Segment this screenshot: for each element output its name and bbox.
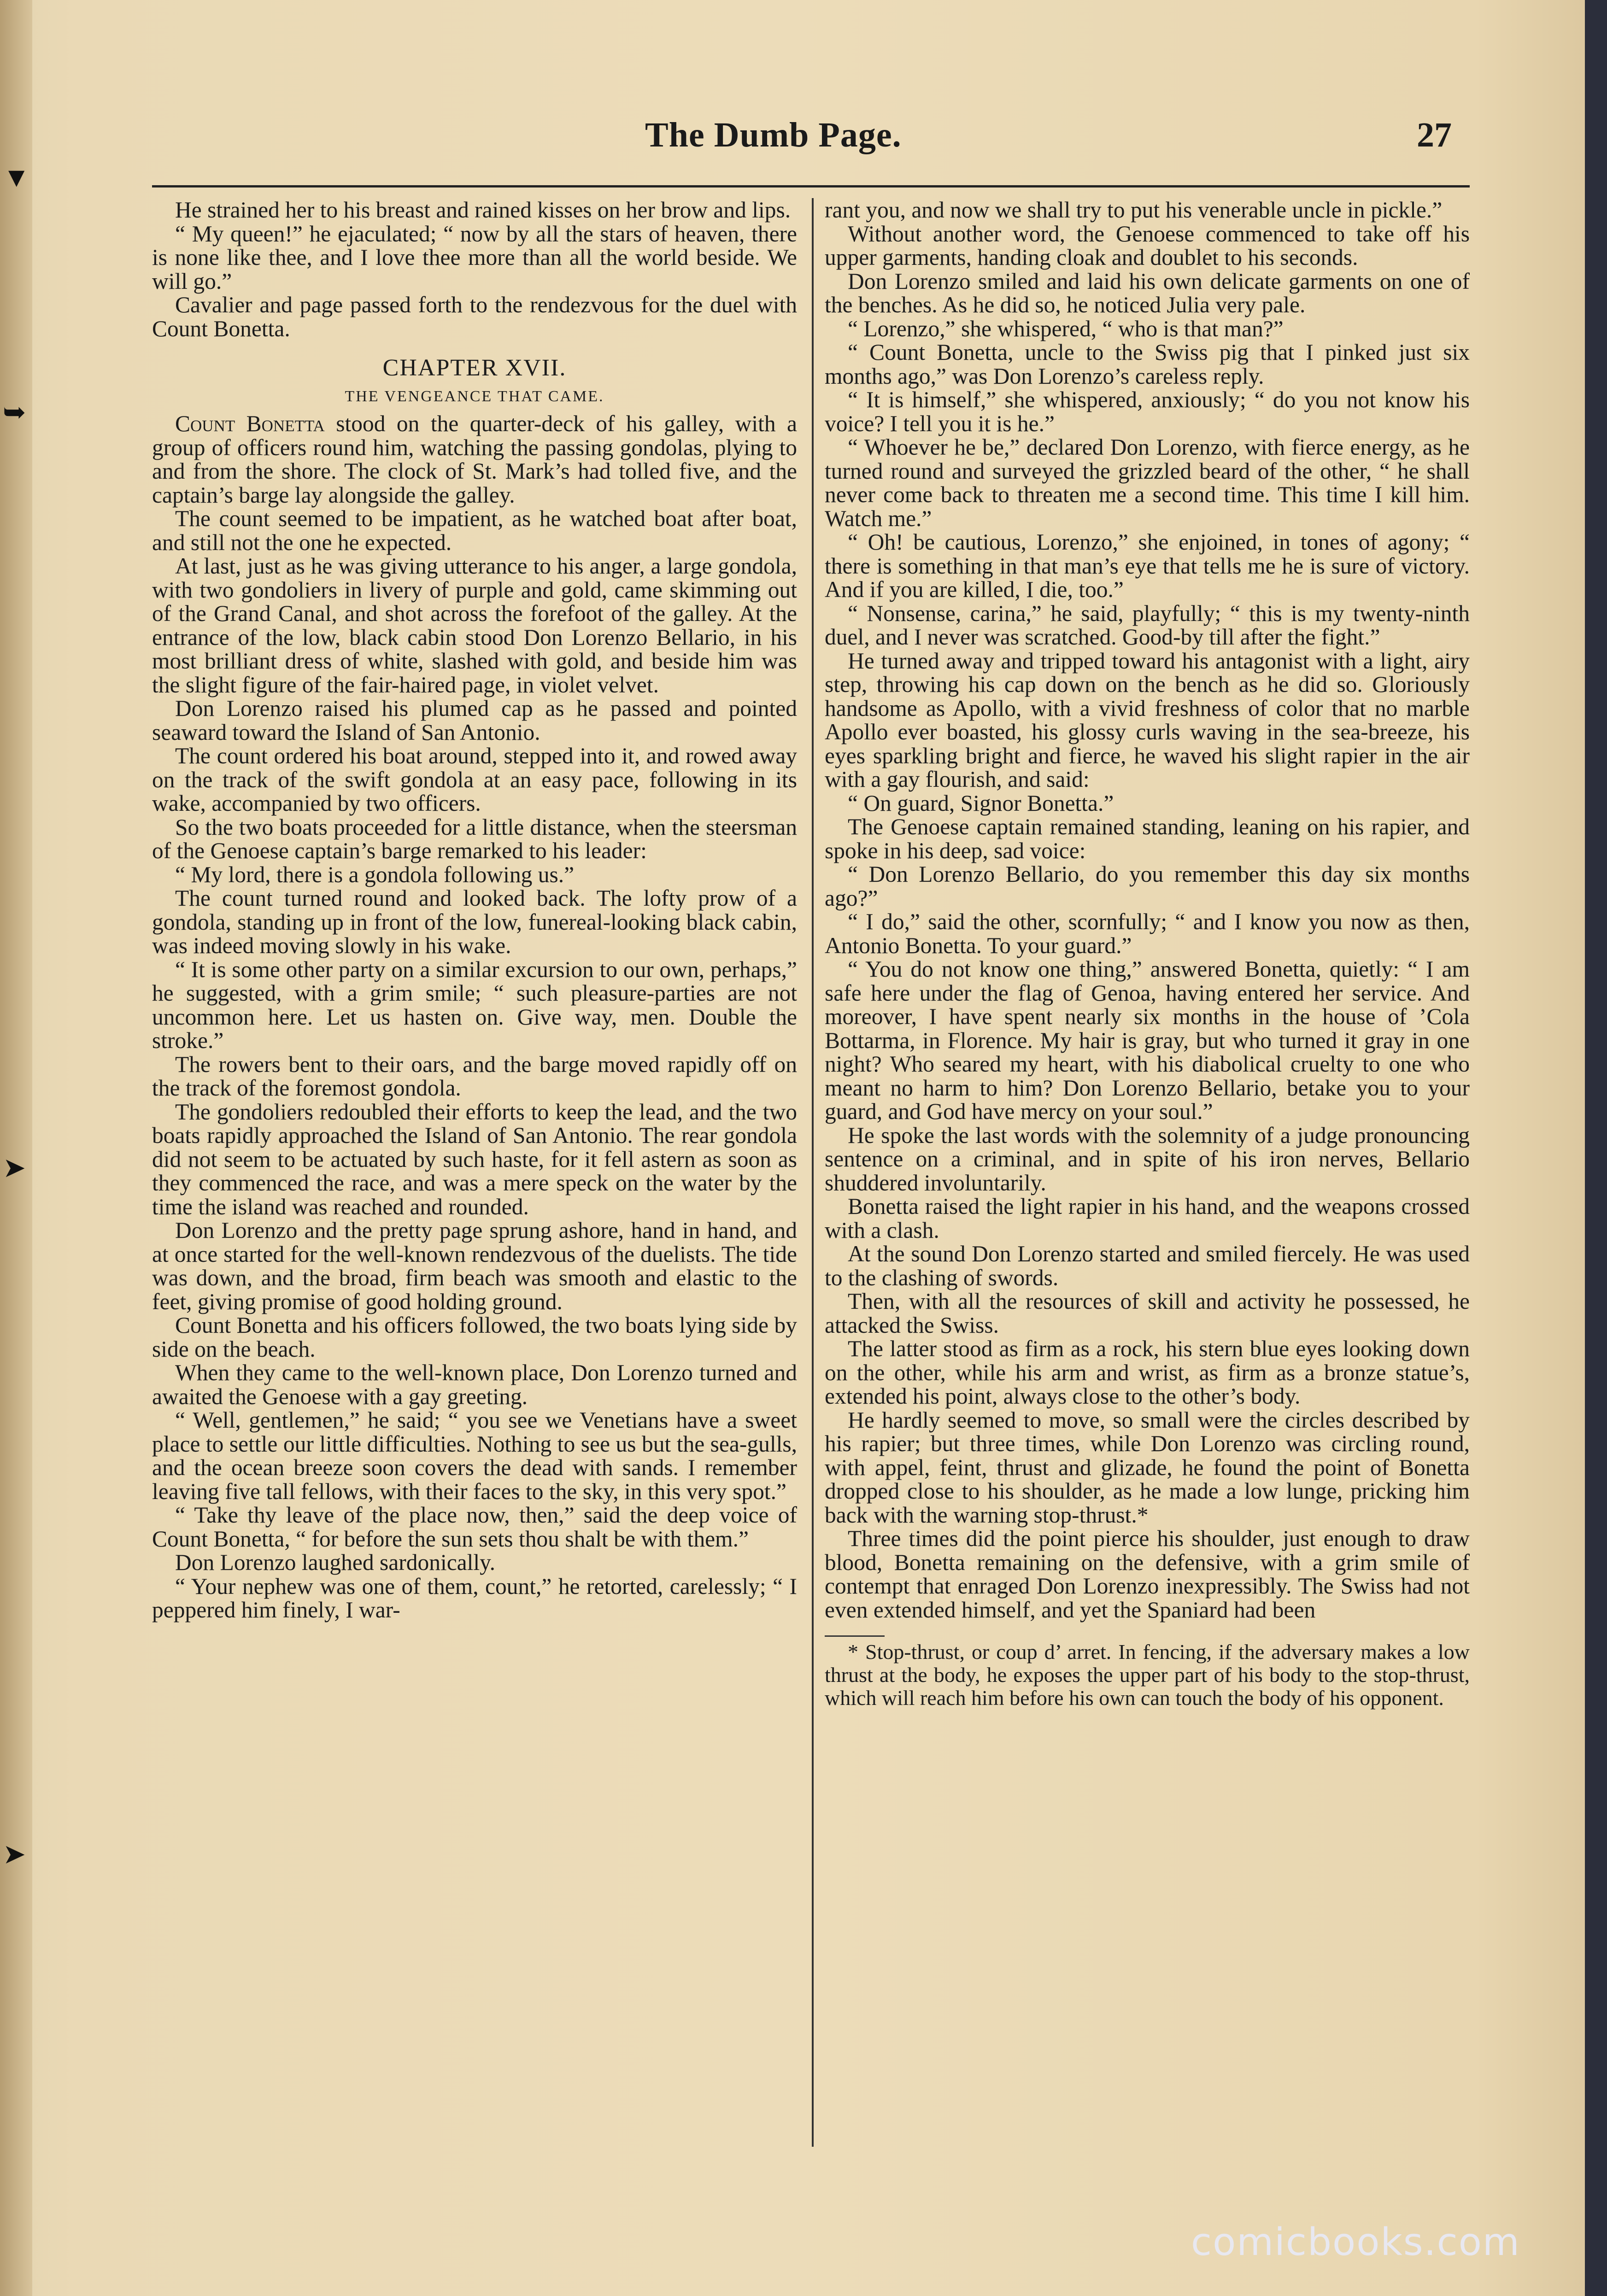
paragraph: Bonetta raised the light rapier in his hand, and the weapons crossed with a clash. [825,1194,1470,1243]
paragraph: “ Count Bonetta, uncle to the Swiss pig that I pinked just six months ago,” was Don Lorenzo’s careless reply. [825,340,1470,389]
paragraph: “ Take thy leave of the place now, then,” said the deep voice of Count Bonetta, “ for before the sun sets thou shalt be with them.” [152,1502,797,1552]
paragraph: “ It is some other party on a similar excursion to our own, perhaps,” he suggested, with a grim smile; “ such pleasure-parties are not uncommon here. Let us hasten on. Give way, men. Double the stroke.” [152,956,797,1053]
paragraph-text: stood on the quarter-deck of his galley, with a group of officers round him, watching the passing gondolas, plying to and from the shore. The clock of St. Mark’s had tolled five, and the captain’s barge lay alongside the galley. [152,411,797,508]
footnote-rule [825,1635,885,1637]
paragraph: The count turned round and looked back. The lofty prow of a gondola, standing up in front of the low, funereal-looking black cabin, was indeed moving slowly in his wake. [152,885,797,958]
binding-staple-icon: ▼ [3,162,30,193]
watermark: comicbooks.com [1191,2220,1520,2264]
binding-staple-icon: ➥ [3,397,26,428]
paragraph: “ Lorenzo,” she whispered, “ who is that man?” [848,316,1284,341]
paragraph: The Genoese captain remained standing, leaning on his rapier, and spoke in his deep, sad voice: [825,814,1470,863]
paragraph: He strained her to his breast and rained kisses on her brow and lips. [175,197,791,223]
binding-staple-icon: ➤ [3,1153,26,1183]
paragraph: “ Whoever he be,” declared Don Lorenzo, with fierce energy, as he turned round and surveyed the grizzled beard of the other, “ he shall never come back to threaten me a second time. This time I kill him. Watch me.” [825,434,1470,531]
paragraph: Count Bonetta and his officers followed, the two boats lying side by side on the beach. [152,1312,797,1362]
paragraph: Cavalier and page passed forth to the rendezvous for the duel with Count Bonetta. [152,292,797,341]
chapter-subtitle: THE VENGEANCE THAT CAME. [345,387,604,405]
paragraph: “ Well, gentlemen,” he said; “ you see we Venetians have a sweet place to settle our little difficulties. Nothing to see us but the sea-gulls, and the ocean breeze soon covers the dead with sands. I remember leaving five tall fellows, with their faces to the sky, in this very spot.” [152,1407,797,1504]
paragraph: He hardly seemed to move, so small were the circles described by his rapier; but three times, while Don Lorenzo was circling round, with appel, feint, thrust and glizade, he found the point of Bonetta dropped close to his shoulder, as he made a low lunge, pricking him back with the warning stop-thrust.* [825,1407,1470,1528]
paragraph: So the two boats proceeded for a little distance, when the steersman of the Genoese captain’s barge remarked to his leader: [152,814,797,863]
chapter-heading: CHAPTER XVII. [382,355,567,381]
paragraph: Don Lorenzo and the pretty page sprung ashore, hand in hand, and at once started for the well-known rendezvous of the duelists. The tide was down, and the broad, firm beach was smooth and elastic to the feet, giving promise of good holding ground. [152,1218,797,1314]
paragraph: Then, with all the resources of skill and activity he possessed, he attacked the Swiss. [825,1289,1470,1338]
paragraph: Don Lorenzo smiled and laid his own delicate garments on one of the benches. As he did so, he noticed Julia very pale. [825,268,1470,317]
page-binding [0,0,32,2296]
paragraph: He spoke the last words with the solemnity of a judge pronouncing sentence on a criminal, and in spite of his iron nerves, Bellario shuddered involuntarily. [825,1122,1470,1195]
paragraph: The latter stood as firm as a rock, his stern blue eyes looking down on the other, while his arm and wrist, as firm as a bronze statue’s, extended his point, always close to the other’s body. [825,1336,1470,1409]
paragraph: “ My queen!” he ejaculated; “ now by all the stars of heaven, there is none like thee, and I love thee more than all the world beside. We will go.” [152,221,797,294]
paragraph: The gondoliers redoubled their efforts to keep the lead, and the two boats rapidly approached the Island of San Antonio. The rear gondola did not seem to be actuated by such haste, for it fell astern as soon as they commenced the race, and was a mere speck on the water by the time the island was reached and rounded. [152,1099,797,1219]
footnote: * Stop-thrust, or coup d’ arret. In fencing, if the adversary makes a low thrust at the body, he exposes the upper part of his body to the stop-thrust, which will reach him before his own can touch the body of his opponent. [825,1640,1470,1710]
paragraph: Three times did the point pierce his shoulder, just enough to draw blood, Bonetta remaining on the defensive, with a grim smile of contempt that enraged Don Lorenzo inexpressibly. The Swiss had not even extended himself, and yet the Spaniard had been [825,1526,1470,1622]
paragraph: The count ordered his boat around, stepped into it, and rowed away on the track of the swift gondola at an easy pace, following in its wake, accompanied by two officers. [152,743,797,816]
lead-in: Count Bonetta [175,411,325,436]
header-rule [152,185,1470,187]
paragraph: “ Your nephew was one of them, count,” he retorted, carelessly; “ I peppered him finely, I war- [152,1573,797,1622]
paragraph: Don Lorenzo raised his plumed cap as he passed and pointed seaward toward the Island of San Antonio. [152,696,797,745]
paragraph: “ It is himself,” she whispered, anxiously; “ do you not know his voice? I tell you it is he.” [825,387,1470,436]
paragraph: When they came to the well-known place, Don Lorenzo turned and awaited the Genoese with a gay greeting. [152,1360,797,1409]
paragraph: Without another word, the Genoese commenced to take off his upper garments, handing cloak and doublet to his seconds. [825,221,1470,270]
paragraph: “ Nonsense, carina,” he said, playfully; “ this is my twenty-ninth duel, and I never was scratched. Good-by till after the fight.” [825,600,1470,650]
paragraph: Don Lorenzo laughed sardonically. [175,1550,496,1575]
paragraph: The count seemed to be impatient, as he watched boat after boat, and still not the one he expected. [152,506,797,555]
right-column [825,198,1470,1710]
paragraph [152,412,797,507]
paragraph: “ You do not know one thing,” answered Bonetta, quietly: “ I am safe here under the flag of Genoa, having entered her service. And moreover, I have spent nearly six months in the house of ’Cola Bottarma, in Florence. My hair is gray, but who turned it gray in one night? Who seared my heart, with his diabolical cruelty to one who meant no harm to him? Don Lorenzo Bellario, betake you to your guard, and God have mercy on your soul.” [825,956,1470,1124]
running-head-title: The Dumb Page. [645,116,902,154]
paragraph: He turned away and tripped toward his antagonist with a light, airy step, throwing his cap down on the bench as he did so. Gloriously handsome as Apollo, with a vivid freshness of color that no marble Apollo ever boasted, his glossy curls waving in the sea-breeze, his eyes sparkling bright and fierce, he waved his slight rapier in the air with a gay flourish, and said: [825,648,1470,792]
paragraph: “ Don Lorenzo Bellario, do you remember this day six months ago?” [825,861,1470,911]
paragraph: “ I do,” said the other, scornfully; “ and I know you now as then, Antonio Bonetta. To your guard.” [825,909,1470,958]
paragraph: “ My lord, there is a gondola following us.” [175,861,575,887]
paragraph: At last, just as he was giving utterance to his anger, a large gondola, with two gondoliers in livery of purple and gold, came skimming out of the Grand Canal, and shot across the forefoot of the galley. At the entrance of the low, black cabin stood Don Lorenzo Bellario, in his most brilliant dress of white, slashed with gold, and beside him was the slight figure of the fair-haired page, in violet velvet. [152,553,797,697]
page-number: 27 [1417,116,1452,154]
paragraph: rant you, and now we shall try to put his venerable uncle in pickle.” [825,197,1443,223]
paragraph: The rowers bent to their oars, and the barge moved rapidly off on the track of the foremost gondola. [152,1051,797,1101]
binding-staple-icon: ➤ [3,1839,26,1869]
column-divider [812,198,814,2147]
paragraph: “ Oh! be cautious, Lorenzo,” she enjoined, in tones of agony; “ there is something in that man’s eye that tells me he is sure of victory. And if you are killed, I die, too.” [825,529,1470,602]
paragraph: At the sound Don Lorenzo started and smiled fiercely. He was used to the clashing of swords. [825,1241,1470,1290]
paragraph: “ On guard, Signor Bonetta.” [848,790,1114,816]
left-column [152,198,797,1622]
